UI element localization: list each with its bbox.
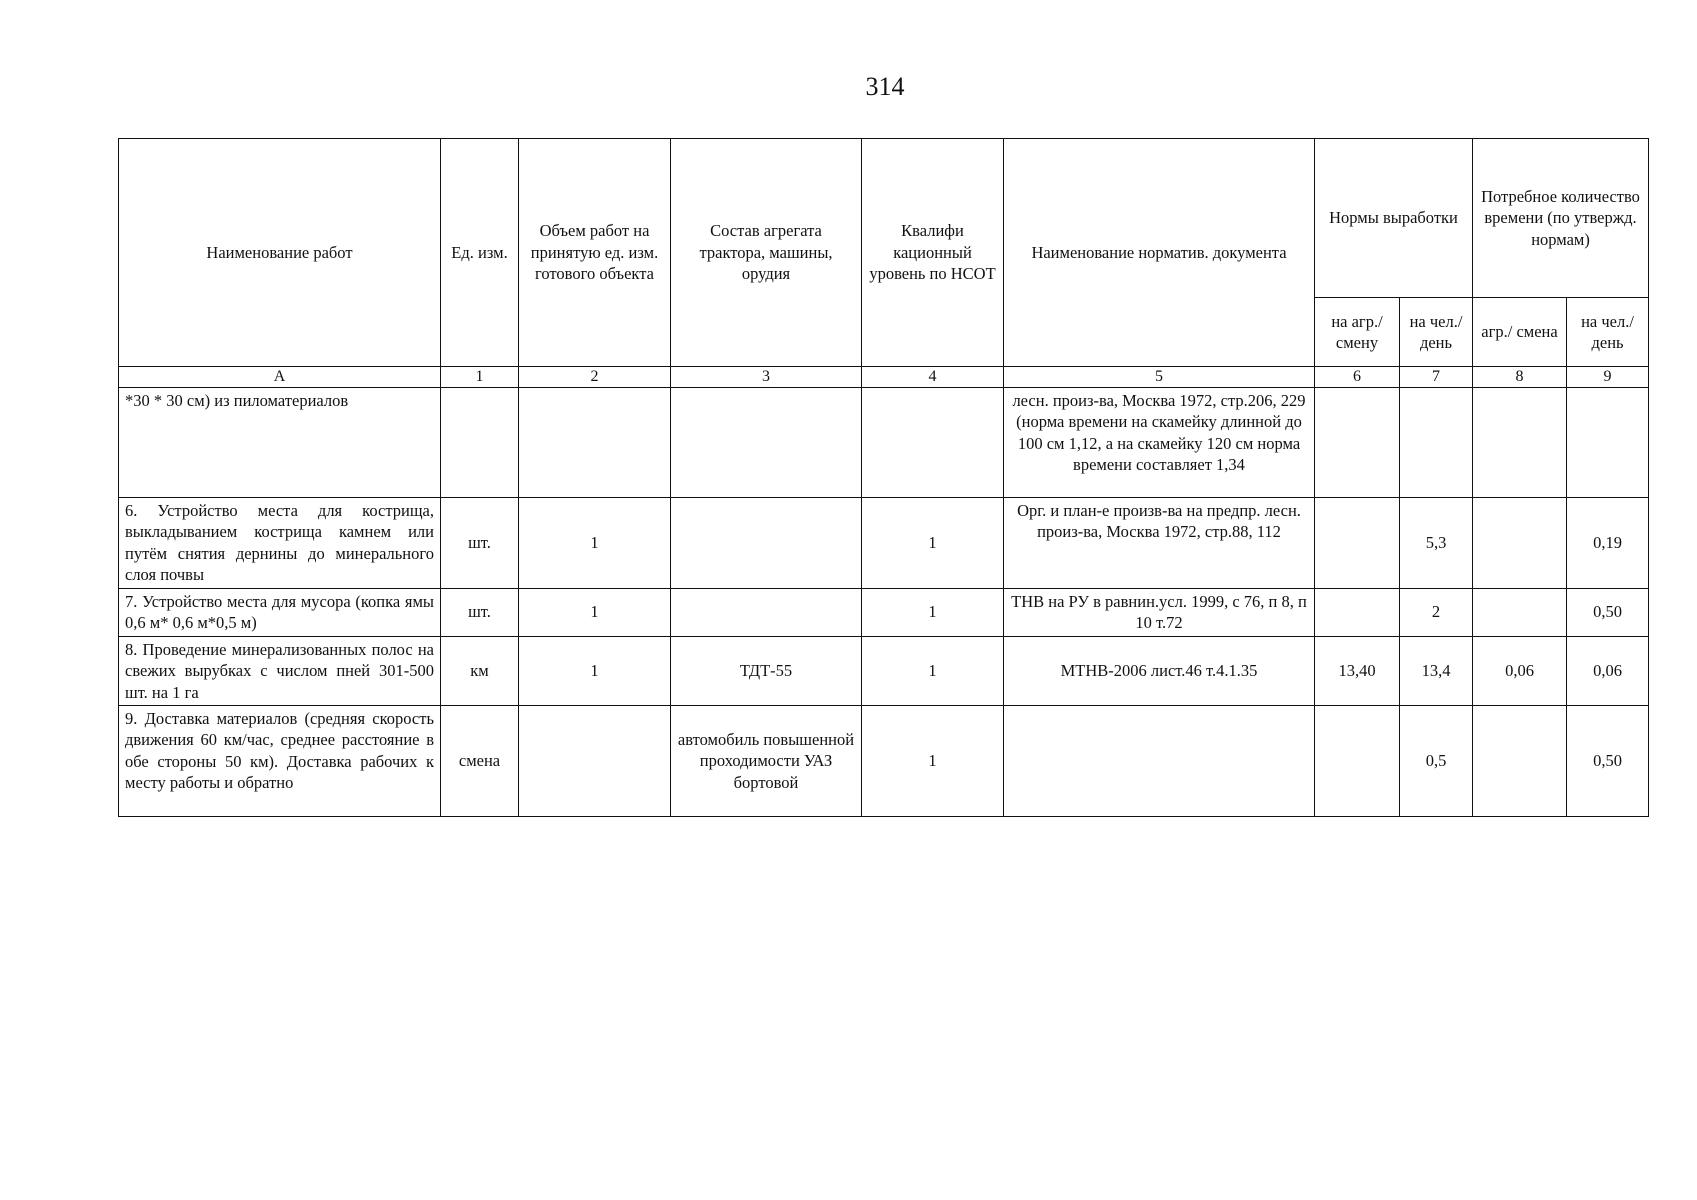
volume: 1 <box>519 588 671 636</box>
header-time-agr: агр./ смена <box>1473 298 1567 367</box>
header-unit: Ед. изм. <box>441 139 519 367</box>
column-number: 9 <box>1567 367 1649 388</box>
column-number: А <box>119 367 441 388</box>
column-number: 3 <box>671 367 862 388</box>
column-number: 4 <box>862 367 1004 388</box>
header-volume: Объем работ на принятую ед. изм. готового объекта <box>519 139 671 367</box>
qualification: 1 <box>862 588 1004 636</box>
qualification: 1 <box>862 636 1004 705</box>
volume <box>519 705 671 816</box>
column-number-row <box>119 367 1649 388</box>
column-number: 8 <box>1473 367 1567 388</box>
page-number: 314 <box>865 72 905 101</box>
unit: шт. <box>441 588 519 636</box>
composition: автомобиль повышенной проходимости УАЗ бортовой <box>671 705 862 816</box>
composition <box>671 388 862 498</box>
work-name: 7. Устройство места для мусора (копка ямы 0,6 м* 0,6 м*0,5 м) <box>119 588 441 636</box>
time-person: 0,19 <box>1567 498 1649 589</box>
header-row <box>119 139 1649 298</box>
header-qualification: Квалифи кационный уровень по НСОТ <box>862 139 1004 367</box>
work-name: 6. Устройство места для кострища, выкладыванием кострища камнем или путём снятия дернины до минерального слоя почвы <box>119 498 441 589</box>
composition: ТДТ-55 <box>671 636 862 705</box>
time-agr <box>1473 588 1567 636</box>
unit: смена <box>441 705 519 816</box>
table-row <box>119 388 1649 498</box>
time-agr <box>1473 498 1567 589</box>
time-person: 0,50 <box>1567 588 1649 636</box>
time-person <box>1567 388 1649 498</box>
header-norms-person: на чел./ день <box>1400 298 1473 367</box>
work-norms-table <box>118 138 1649 817</box>
document: МТНВ-2006 лист.46 т.4.1.35 <box>1004 636 1315 705</box>
norm-agr: 13,40 <box>1315 636 1400 705</box>
norm-agr <box>1315 498 1400 589</box>
document <box>1004 705 1315 816</box>
column-number: 5 <box>1004 367 1315 388</box>
norm-person: 2 <box>1400 588 1473 636</box>
norm-person: 5,3 <box>1400 498 1473 589</box>
time-agr: 0,06 <box>1473 636 1567 705</box>
unit: км <box>441 636 519 705</box>
table-row <box>119 588 1649 636</box>
document: ТНВ на РУ в равнин.усл. 1999, с 76, п 8, п 10 т.72 <box>1004 588 1315 636</box>
header-name: Наименование работ <box>119 139 441 367</box>
unit: шт. <box>441 498 519 589</box>
column-number: 2 <box>519 367 671 388</box>
table-row <box>119 498 1649 589</box>
work-name: 8. Проведение минерализованных полос на свежих вырубках с числом пней 301-500 шт. на 1 га <box>119 636 441 705</box>
composition <box>671 498 862 589</box>
column-number: 6 <box>1315 367 1400 388</box>
header-norms: Нормы выработки <box>1315 139 1473 298</box>
table-row <box>119 636 1649 705</box>
document: лесн. произ-ва, Москва 1972, стр.206, 229 (норма времени на скамейку длинной до 100 см 1,12, а на скамейку 120 см норма времени составляет 1,34 <box>1004 388 1315 498</box>
norm-person: 13,4 <box>1400 636 1473 705</box>
time-person: 0,06 <box>1567 636 1649 705</box>
header-time-person: на чел./ день <box>1567 298 1649 367</box>
norm-person: 0,5 <box>1400 705 1473 816</box>
time-person: 0,50 <box>1567 705 1649 816</box>
volume <box>519 388 671 498</box>
header-time: Потребное количество времени (по утвержд. нормам) <box>1473 139 1649 298</box>
composition <box>671 588 862 636</box>
volume: 1 <box>519 498 671 589</box>
qualification <box>862 388 1004 498</box>
volume: 1 <box>519 636 671 705</box>
document: Орг. и план-е произв-ва на предпр. лесн. произ-ва, Москва 1972, стр.88, 112 <box>1004 498 1315 589</box>
norm-agr <box>1315 588 1400 636</box>
norm-agr <box>1315 705 1400 816</box>
unit <box>441 388 519 498</box>
time-agr <box>1473 388 1567 498</box>
norm-person <box>1400 388 1473 498</box>
work-name: *30 * 30 см) из пиломатериалов <box>119 388 441 498</box>
column-number: 1 <box>441 367 519 388</box>
table-row <box>119 705 1649 816</box>
time-agr <box>1473 705 1567 816</box>
qualification: 1 <box>862 498 1004 589</box>
qualification: 1 <box>862 705 1004 816</box>
norm-agr <box>1315 388 1400 498</box>
column-number: 7 <box>1400 367 1473 388</box>
header-norms-agr: на агр./ смену <box>1315 298 1400 367</box>
header-document: Наименование норматив. документа <box>1004 139 1315 367</box>
header-composition: Состав агрегата трактора, машины, орудия <box>671 139 862 367</box>
work-name: 9. Доставка материалов (средняя скорость движения 60 км/час, среднее расстояние в обе стороны 50 км). Доставка рабочих к месту работы и обратно <box>119 705 441 816</box>
